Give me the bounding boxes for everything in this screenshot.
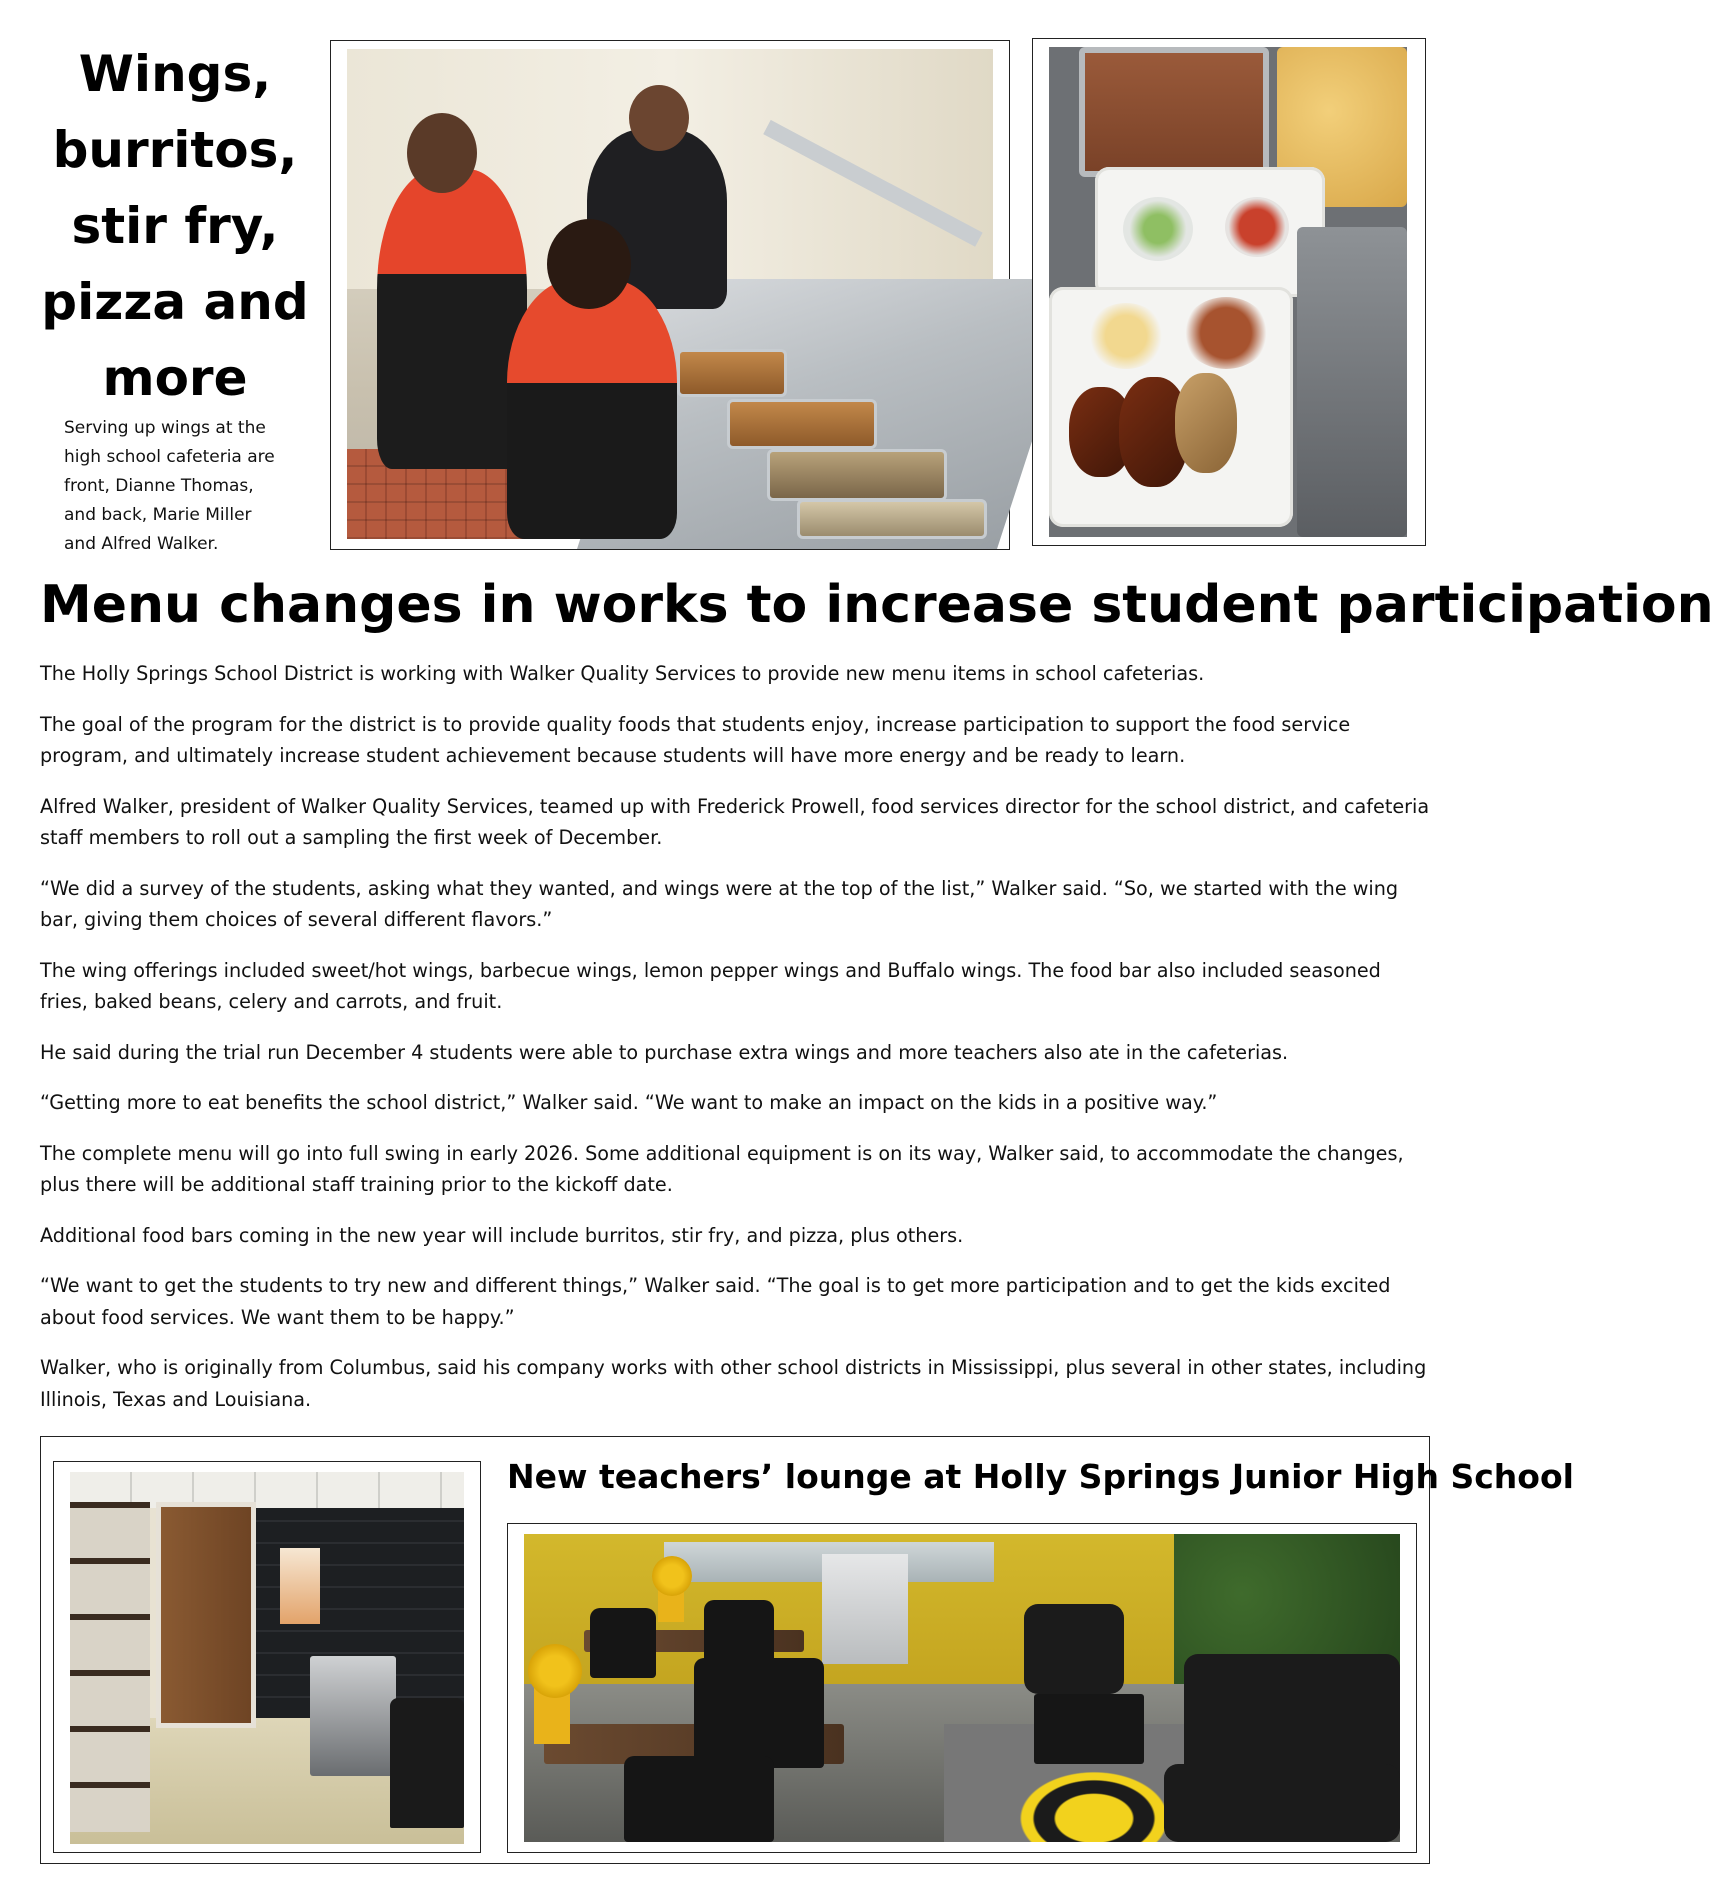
article-paragraph: Walker, who is originally from Columbus, said his company works with other school districts in Mississippi, plus several in other states, including Illinois, Texas and Louisiana. <box>40 1356 1427 1411</box>
photo-wing <box>1175 373 1237 473</box>
photo-person-left <box>377 169 527 469</box>
photo-beans-pan <box>1079 47 1269 177</box>
lounge-photo-right <box>524 1534 1400 1842</box>
lounge-photo-frame-right <box>507 1523 1417 1853</box>
caption-line: Serving up wings at the <box>64 418 266 438</box>
article-paragraph: “We did a survey of the students, asking what they wanted, and wings were at the top of the list,” Walker said. “So, we started with the wing bar, giving them choices of several different flavors.” <box>40 876 1399 931</box>
photo-chair <box>694 1658 824 1768</box>
photo-door <box>156 1502 256 1728</box>
food-tray-photo-frame <box>1032 38 1426 546</box>
photo-copier <box>310 1656 396 1776</box>
photo-copier <box>822 1554 908 1664</box>
article-paragraph: Additional food bars coming in the new year will include burritos, stir fry, and pizza, plus others. <box>40 1223 964 1247</box>
article-paragraph: “Getting more to eat benefits the school district,” Walker said. “We want to make an impact on the kids in a positive way.” <box>40 1091 1218 1114</box>
article-body <box>40 658 1432 1410</box>
cafeteria-photo-frame <box>330 40 1010 550</box>
photo-flowers <box>528 1644 582 1698</box>
photo-person-front <box>507 279 677 539</box>
photo-caption <box>64 414 294 559</box>
side-headline-line: pizza and <box>41 273 309 331</box>
photo-flowers <box>652 1556 692 1596</box>
food-tray-photo <box>1049 47 1407 537</box>
photo-wing-tray <box>677 349 787 397</box>
article-paragraph: The goal of the program for the district is to provide quality foods that students enjoy, increase participation to support the food service program, and ultimately increase student achievement because students will have more energy and be ready to learn. <box>40 712 1351 767</box>
lounge-photo-left <box>70 1472 464 1844</box>
article-paragraph: “We want to get the students to try new and different things,” Walker said. “The goal is to get more participation and to get the kids excited about food services. We want them to be happy.” <box>40 1274 1391 1329</box>
side-headline-line: more <box>102 349 248 407</box>
photo-person-head <box>547 219 631 309</box>
lounge-photo-frame-left <box>53 1461 481 1853</box>
article-headline: Menu changes in works to increase student participation <box>40 575 1714 635</box>
cafeteria-serving-photo <box>347 49 993 539</box>
photo-celery-cup <box>1123 197 1193 261</box>
photo-person-head <box>629 85 689 151</box>
photo-counter-steel <box>1297 227 1407 537</box>
lounge-title: New teachers’ lounge at Holly Springs Junior High School <box>507 1457 1574 1496</box>
article-paragraph: The wing offerings included sweet/hot wings, barbecue wings, lemon pepper wings and Buffalo wings. The food bar also included seasoned fries, baked beans, celery and carrots, and fruit. <box>40 958 1381 1013</box>
photo-wing-tray <box>767 449 947 501</box>
photo-chair <box>390 1698 464 1828</box>
side-headline-line: Wings, <box>78 45 272 103</box>
photo-fruit-cup <box>1225 197 1289 257</box>
side-headline <box>40 36 310 416</box>
side-headline-line: burritos, <box>52 121 298 179</box>
photo-armchair <box>1024 1604 1124 1694</box>
caption-line: front, Dianne Thomas, <box>64 476 254 496</box>
lounge-feature-box <box>40 1436 1574 1864</box>
photo-poster <box>280 1548 320 1624</box>
photo-coffee-table <box>1034 1694 1144 1764</box>
article-paragraph: He said during the trial run December 4 students were able to purchase extra wings and more teachers also ate in the cafeterias. <box>40 1040 1289 1064</box>
article-paragraph: The Holly Springs School District is working with Walker Quality Services to provide new menu items in school cafeterias. <box>40 662 1205 685</box>
photo-wing-tray <box>727 399 877 449</box>
photo-baked-beans <box>1183 297 1269 369</box>
caption-line: and back, Marie Miller <box>64 505 252 525</box>
photo-chair <box>624 1756 774 1842</box>
photo-wing-tray <box>797 499 987 539</box>
photo-person-head <box>407 113 477 193</box>
article-paragraph: The complete menu will go into full swing in early 2026. Some additional equipment is on its way, Walker said, to accommodate the changes, plus there will be additional staff training prior to the kickoff date. <box>40 1141 1404 1196</box>
photo-sofa <box>1164 1764 1400 1842</box>
article-paragraph: Alfred Walker, president of Walker Quality Services, teamed up with Frederick Prowell, food services director for the school district, and cafeteria staff members to roll out a sampling the first week of December. <box>40 794 1430 849</box>
caption-line: high school cafeteria are <box>64 447 275 467</box>
photo-chair <box>590 1608 656 1678</box>
photo-fries <box>1087 303 1165 369</box>
side-headline-line: stir fry, <box>71 197 279 255</box>
photo-shelf <box>70 1502 150 1832</box>
caption-line: and Alfred Walker. <box>64 534 219 554</box>
